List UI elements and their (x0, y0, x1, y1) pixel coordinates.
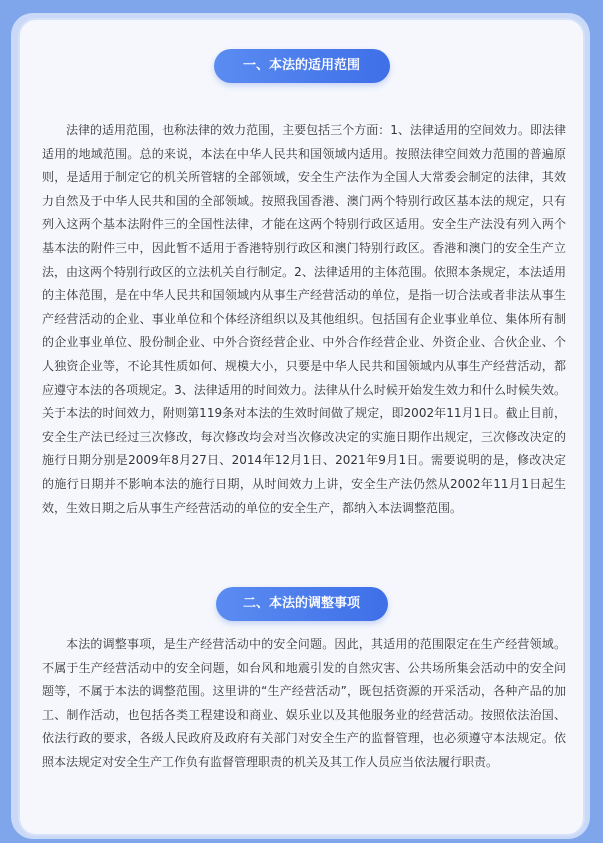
section-1-paragraph: 法律的适用范围，也称法律的效力范围，主要包括三个方面：1、法律适用的空间效力。即法律适用的地域范围。总的来说，本法在中华人民共和国领域内适用。按照法律空间效力范围的普遍原则，是适用于制定它的机关所管辖的全部领域，安全生产法作为全国人大常委会制定的法律，其效力自然及于中华人民共和国的全部领域。按照我国香港、澳门两个特别行政区基本法的规定，只有列入这两个基本法附件三的全国性法律，才能在这两个特别行政区适用。安全生产法没有列入两个基本法的附件三中，因此暂不适用于香港特别行政区和澳门特别行政区。香港和澳门的安全生产立法，由这两个特别行政区的立法机关自行制定。2、法律适用的主体范围。依照本条规定，本法适用的主体范围，是在中华人民共和国领域内从事生产经营活动的单位，是指一切合法或者非法从事生产经营活动的企业、事业单位和个体经济组织以及其他组织。包括国有企业事业单位、集体所有制的企业事业单位、股份制企业、中外合资经营企业、中外合作经营企业、外资企业、合伙企业、个人独资企业等，不论其性质如何、规模大小，只要是中华人民共和国领域内从事生产经营活动，都应遵守本法的各项规定。3、法律适用的时间效力。法律从什么时候开始发生效力和什么时候失效。关于本法的时间效力，附则第119条对本法的生效时间做了规定，即2002年11月1日。截止目前，安全生产法已经过三次修改，每次修改均会对当次修改决定的实施日期作出规定，三次修改决定的施行日期分别是2009年8月27日、2014年12月1日、2021年9月1日。需要说明的是，修改决定的施行日期并不影响本法的施行日期，从时间效力上讲，安全生产法仍然从2002年11月1日起生效，生效日期之后从事生产经营活动的单位的安全生产，都纳入本法调整范围。 (42, 123, 566, 515)
section-1-title: 一、本法的适用范围 (214, 49, 390, 83)
section-2-paragraph: 本法的调整事项，是生产经营活动中的安全问题。因此，其适用的范围限定在生产经营领域。不属于生产经营活动中的安全问题，如台风和地震引发的自然灾害、公共场所集会活动中的安全问题等，不属于本法的调整范围。这里讲的“生产经营活动”，既包括资源的开采活动，各种产品的加工、制作活动，也包括各类工程建设和商业、娱乐业以及其他服务业的经营活动。按照依法治国、依法行政的要求，各级人民政府及政府有关部门对安全生产的监督管理，也必须遵守本法规定。依照本法规定对安全生产工作负有监督管理职责的机关及其工作人员应当依法履行职责。 (42, 637, 566, 769)
section-2-title: 二、本法的调整事项 (216, 587, 388, 621)
content-card (18, 18, 585, 836)
